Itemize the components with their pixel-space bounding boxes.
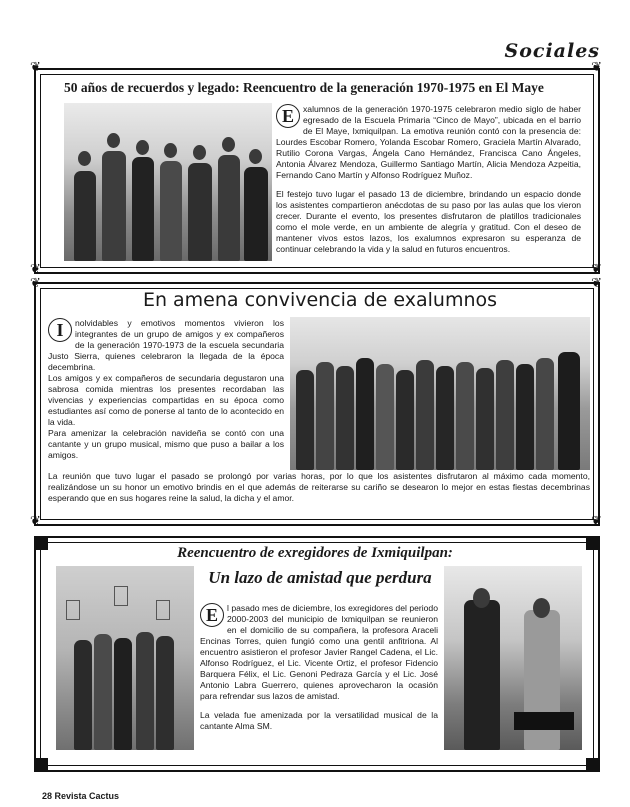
page-footer: 28 Revista Cactus xyxy=(42,791,120,801)
corner-ornament-icon xyxy=(34,758,48,772)
article2-photo xyxy=(290,317,590,470)
article2-title: En amena convivencia de exalumnos xyxy=(142,289,498,311)
article2-paragraph: Para amenizar la celebración navideña se contó con una cantante y un grupo musical, mismo que puso a bailar a los amigos. xyxy=(48,428,284,460)
article3-paragraph: La velada fue amenizada por la versatilidad musical de la cantante Alma SM. xyxy=(200,710,438,731)
corner-ornament-icon xyxy=(586,758,600,772)
article3-title-line1: Reencuentro de exregidores de Ixmiquilpan: xyxy=(177,545,453,561)
flourish-icon: ❦ xyxy=(30,514,41,529)
article2-body xyxy=(48,318,284,461)
article3-paragraph: l pasado mes de diciembre, los exregidores del periodo 2000-2003 del municipio de Ixmiquilpan se reunieron en el domicilio de su compañera, la profesora Araceli Encinas Torres, quien fungió como una gentil anfitriona. Al encuentro asistieron el profesor Javier Rangel Cadena, el Lic. Alfonso Rodríguez, el Lic. Vicente Ortiz, el profesor Fidencio Barquera Félix, el Lic. Genoni Pedraza García y el Lic. José Antonio Labra Guerrero, quienes aprovecharon la ocasión para refrendar sus lazos de amistad. xyxy=(200,603,438,701)
flourish-icon: ❦ xyxy=(591,262,602,277)
article1-body xyxy=(276,104,581,255)
article2-paragraph: Los amigos y ex compañeros de secundaria degustaron una sabrosa comida mientras los presentes recordaban las vivencias y experiencias compartidas en su época como estudiantes así como de ponerse al tanto de lo acontecido en la vida. xyxy=(48,373,284,427)
flourish-icon: ❦ xyxy=(591,276,602,291)
article2-paragraph: nolvidables y emotivos momentos vivieron los integrantes de un grupo de amigos y ex compañeros de la generación 1970-1973 de la escuela secundaria Justo Sierra, quienes celebraron la llegada de la época decembrina. xyxy=(48,318,284,372)
flourish-icon: ❦ xyxy=(591,60,602,75)
article1-photo xyxy=(64,103,272,261)
article2-dropcap: I xyxy=(48,318,72,342)
article3-title-line2: Un lazo de amistad que perdura xyxy=(208,568,432,587)
corner-ornament-icon xyxy=(586,536,600,550)
article3-dropcap: E xyxy=(200,603,224,627)
section-label: Sociales xyxy=(504,40,600,62)
flourish-icon: ❦ xyxy=(30,276,41,291)
article3-photo-singer xyxy=(444,566,582,750)
corner-ornament-icon xyxy=(34,536,48,550)
article3-photo-group xyxy=(56,566,194,750)
flourish-icon: ❦ xyxy=(591,514,602,529)
article2-paragraph: La reunión que tuvo lugar el pasado se prolongó por varias horas, por lo que los asistentes disfrutaron al máximo cada momento, realizándose un su honor un emotivo brindis en el que además de reiterarse su cariño se desearon lo mejor en estas fiestas decembrinas esperando que en sus hogares reine la salud, la dicha y el amor. xyxy=(48,471,590,503)
article1-paragraph: xalumnos de la generación 1970-1975 celebraron medio siglo de haber egresado de la Escuela Primaria “Cinco de Mayo”, ubicada en el barrio de El Maye, Ixmiquilpan. La emotiva reunión contó con la presencia de: Lourdes Escobar Romero, Yolanda Escobar Romero, Graciela Martín Alvarado, Rutilio Corona Vargas, Ángela Cano Hernández, Francisca Cano Ángeles, Antonia Álvarez Mendoza, Guillermo Santiago Martín, Alicia Mendoza Azpeitia, Fernando Cano Martín y Alfonso Rodríguez Muñoz. xyxy=(276,104,581,180)
article1-paragraph: El festejo tuvo lugar el pasado 13 de diciembre, brindando un espacio donde los asistentes compartieron anécdotas de su paso por las aulas que los vieron crecer. Durante el evento, los presentes disfrutaron de platillos tradicionales como el mole verde, en un ambiente de alegría y gratitud. Con el deseo de mantener vivos estos lazos, los exalumnos expresaron su esperanza de continuar celebrando la vida y la salud en futuros encuentros. xyxy=(276,189,581,254)
article1-dropcap: E xyxy=(276,104,300,128)
flourish-icon: ❦ xyxy=(30,60,41,75)
article3-body xyxy=(200,603,438,732)
flourish-icon: ❦ xyxy=(30,262,41,277)
article1-title: 50 años de recuerdos y legado: Reencuentro de la generación 1970-1975 en El Maye xyxy=(64,80,544,95)
